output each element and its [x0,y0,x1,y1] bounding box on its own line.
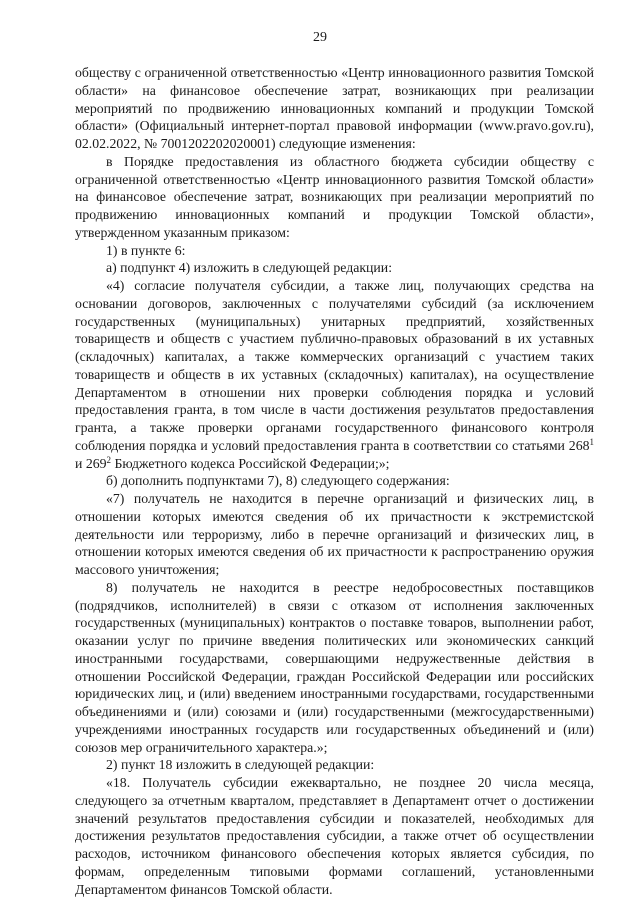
paragraph: «7) получатель не находится в перечне организаций и физических лиц, в отношении которых имеются сведения об их причастности к экстремистской деятельности или терроризму, либо в перечне организаций и физических лиц, в отношении которых имеются сведения об их причастности к распространению оружия массового уничтожения; [75,491,594,577]
paragraph: 1) в пункте 6: [106,242,186,258]
document-body [75,64,594,898]
paragraph: «18. Получатель субсидии ежеквартально, не позднее 20 числа месяца, следующего за отчетным кварталом, представляет в Департамент отчет о достижении значений результатов предоставления субсидии и показателей, необходимых для достижения результатов предоставления субсидии, а также отчет об осуществлении расходов, источником финансового обеспечения которых является субсидия, по формам, определенным типовыми формами соглашений, установленными Департаментом финансов Томской области. [75,775,594,897]
superscript: 1 [589,436,594,447]
superscript: 2 [106,454,112,465]
paragraph: а) подпункт 4) изложить в следующей редакции: [106,260,393,276]
paragraph: 8) получатель не находится в реестре недобросовестных поставщиков (подрядчиков, исполнителей) в связи с отказом от исполнения заключенных государственных (муниципальных) контрактов о поставке товаров, выполнении работ, оказании услуг по причине введения политических или экономических санкций иностранными государствами, совершающими недружественные действия в отношении Российской Федерации, граждан Российской Федерации или российских юридических лиц, и (или) введением иностранными государствами, государственными объединениями и (или) союзами и (или) государственными (межгосударственными) учреждениями иностранных государств или государственных объединений и (или) союзов мер ограничительного характера.»; [75,579,594,755]
paragraph-text: и 269 [75,455,107,471]
paragraph: в Порядке предоставления из областного бюджета субсидии обществу с ограниченной ответственностью «Центр инновационного развития Томской области» на финансовое обеспечение затрат, возникающих при реализации мероприятий по продвижению инновационных компаний и продукции Томской области», утвержденном указанным приказом: [75,153,594,240]
paragraph-text: Бюджетного кодекса Российской Федерации;»; [111,455,390,471]
page-number: 29 [313,30,327,45]
paragraph-text: «4) согласие получателя субсидии, а также лиц, получающих средства на основании договоров, заключенных с получателями субсидий (за исключением государственных (муниципальных) унитарных предприятий, хозяйственных товариществ и обществ с участием публично-правовых образований в их уставных (складочных) капиталах, а также коммерческих организаций с участием таких товариществ и обществ в их уставных (складочных) капиталах), на осуществление Департаментом в отношении них проверки соблюдения порядка и условий предоставления гранта, в том числе в части достижения результатов предоставления гранта, а также проверки органами государственного финансового контроля соблюдения порядка и условий предоставления гранта в соответствии со статьями 268 [75,278,594,453]
paragraph [75,277,594,472]
paragraph: обществу с ограниченной ответственностью «Центр инновационного развития Томской области» на финансовое обеспечение затрат, возникающих при реализации мероприятий по продвижению инновационных компаний и продукции Томской области» (Официальный интернет-портал правовой информации (www.pravo.gov.ru), 02.02.2022, № 7001202202020001) следующие изменения: [75,65,594,151]
paragraph: б) дополнить подпунктами 7), 8) следующего содержания: [106,473,450,489]
paragraph: 2) пункт 18 изложить в следующей редакции: [106,757,375,773]
